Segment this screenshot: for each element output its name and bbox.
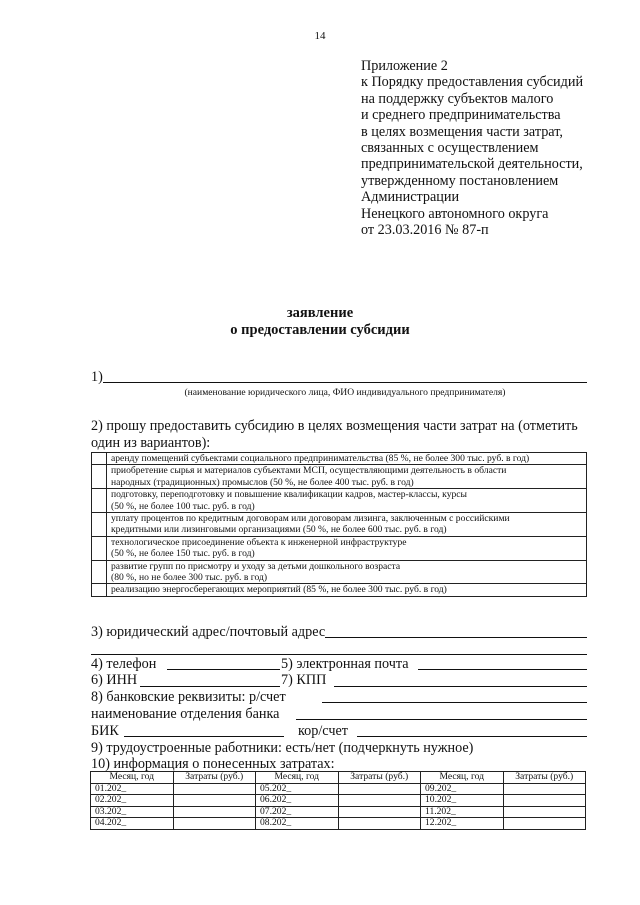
option-label: развитие групп по присмотру и уходу за детьми дошкольного возраста (80 %, но не более 300 тыс. руб. в год) [107, 560, 587, 584]
field-1-number: 1) [91, 369, 103, 385]
costs-header-row [91, 772, 586, 784]
option-checkbox[interactable] [92, 560, 107, 584]
cost-input-cell[interactable] [503, 806, 586, 818]
address-field-continued[interactable] [91, 654, 587, 655]
option-checkbox[interactable] [92, 536, 107, 560]
costs-header-cell: Затраты (руб.) [503, 772, 586, 784]
page-number: 14 [314, 30, 326, 42]
option-checkbox[interactable] [92, 513, 107, 537]
document-title [0, 305, 640, 339]
option-label: реализацию энергосберегающих мероприятий (85 %, не более 300 тыс. руб. в год) [107, 584, 587, 596]
costs-info-label: 10) информация о понесенных затратах: [91, 756, 335, 772]
cost-input-cell[interactable] [503, 818, 586, 830]
costs-header-cell: Затраты (руб.) [338, 772, 421, 784]
cost-input-cell[interactable] [173, 783, 256, 795]
month-cell: 07.202_ [256, 806, 339, 818]
workers-label: 9) трудоустроенные работники: есть/нет (подчеркнуть нужное) [91, 740, 474, 756]
address-label: 3) юридический адрес/почтовый адрес [91, 624, 326, 640]
table-row [91, 783, 586, 795]
appendix-line: к Порядку предоставления субсидий [361, 74, 584, 91]
corr-account-label: кор/счет [298, 723, 348, 739]
month-cell: 01.202_ [91, 783, 174, 795]
bank-account-field[interactable] [322, 702, 587, 703]
option-row [92, 453, 587, 465]
cost-input-cell[interactable] [338, 783, 421, 795]
month-cell: 10.202_ [421, 795, 504, 807]
month-cell: 08.202_ [256, 818, 339, 830]
appendix-line: от 23.03.2016 № 87-п [361, 222, 489, 239]
applicant-name-field[interactable] [103, 382, 587, 383]
option-row [92, 489, 587, 513]
inn-field[interactable] [140, 686, 280, 687]
kpp-field[interactable] [334, 686, 587, 687]
table-row [91, 806, 586, 818]
option-label: уплату процентов по кредитным договорам или договорам лизинга, заключенным с российскими кредитными или лизинговыми организациями (50 %, не более 600 тыс. руб. в год) [107, 513, 587, 537]
appendix-header [361, 58, 583, 238]
option-checkbox[interactable] [92, 584, 107, 596]
option-checkbox[interactable] [92, 465, 107, 489]
appendix-line: на поддержку субъектов малого [361, 90, 554, 107]
bik-field[interactable] [124, 736, 284, 737]
phone-field[interactable] [167, 669, 280, 670]
applicant-name-caption: (наименование юридического лица, ФИО индивидуального предпринимателя) [184, 387, 506, 398]
month-cell: 11.202_ [421, 806, 504, 818]
appendix-line: утвержденному постановлением [361, 172, 559, 189]
appendix-line: Администрации [361, 189, 460, 206]
cost-input-cell[interactable] [338, 806, 421, 818]
kpp-label: 7) КПП [281, 672, 327, 688]
bank-branch-label: наименование отделения банка [91, 706, 280, 722]
cost-input-cell[interactable] [503, 795, 586, 807]
field-2-line-1: 2) прошу предоставить субсидию в целях возмещения части затрат на (отметить [91, 418, 578, 434]
title-line-1: заявление [286, 305, 354, 321]
appendix-line: Ненецкого автономного округа [361, 205, 549, 222]
inn-label: 6) ИНН [91, 672, 138, 688]
table-row [91, 795, 586, 807]
cost-input-cell[interactable] [173, 818, 256, 830]
costs-header-cell: Месяц, год [421, 772, 504, 784]
table-row [91, 818, 586, 830]
cost-input-cell[interactable] [338, 795, 421, 807]
appendix-line: Приложение 2 [361, 58, 448, 74]
corr-account-field[interactable] [357, 736, 587, 737]
appendix-line: и среднего предпринимательства [361, 107, 561, 124]
option-row [92, 584, 587, 596]
bank-label: 8) банковские реквизиты: р/счет [91, 689, 286, 705]
option-row [92, 513, 587, 537]
cost-input-cell[interactable] [338, 818, 421, 830]
appendix-line: в целях возмещения части затрат, [361, 123, 563, 140]
title-line-2: о предоставлении субсидии [230, 322, 410, 338]
appendix-line: связанных с осуществлением [361, 140, 539, 157]
option-label: технологическое присоединение объекта к инженерной инфраструктуре (50 %, не более 150 тыс. руб. в год) [107, 536, 587, 560]
field-2-line-2: один из вариантов): [91, 435, 211, 451]
option-checkbox[interactable] [92, 453, 107, 465]
costs-header-cell: Месяц, год [256, 772, 339, 784]
month-cell: 06.202_ [256, 795, 339, 807]
subsidy-options-table [91, 452, 587, 597]
option-row [92, 536, 587, 560]
option-label: аренду помещений субъектами социального предпринимательства (85 %, не более 300 тыс. руб. в год) [107, 453, 587, 465]
option-checkbox[interactable] [92, 489, 107, 513]
month-cell: 02.202_ [91, 795, 174, 807]
cost-input-cell[interactable] [503, 783, 586, 795]
bank-branch-field[interactable] [296, 719, 587, 720]
email-label: 5) электронная почта [281, 656, 409, 672]
option-row [92, 465, 587, 489]
costs-header-cell: Месяц, год [91, 772, 174, 784]
cost-input-cell[interactable] [173, 795, 256, 807]
month-cell: 03.202_ [91, 806, 174, 818]
month-cell: 09.202_ [421, 783, 504, 795]
email-field[interactable] [418, 669, 587, 670]
month-cell: 05.202_ [256, 783, 339, 795]
month-cell: 04.202_ [91, 818, 174, 830]
cost-input-cell[interactable] [173, 806, 256, 818]
month-cell: 12.202_ [421, 818, 504, 830]
option-label: приобретение сырья и материалов субъектами МСП, осуществляющими деятельность в области народных (традиционных) промыслов (50 %, не более 400 тыс. руб. в год) [107, 465, 587, 489]
phone-label: 4) телефон [91, 656, 157, 672]
costs-header-cell: Затраты (руб.) [173, 772, 256, 784]
appendix-line: предпринимательской деятельности, [361, 156, 583, 173]
option-row [92, 560, 587, 584]
bik-label: БИК [91, 723, 119, 739]
option-label: подготовку, переподготовку и повышение квалификации кадров, мастер-классы, курсы (50 %, не более 100 тыс. руб. в год) [107, 489, 587, 513]
costs-table [90, 771, 586, 830]
address-field[interactable] [325, 637, 587, 638]
